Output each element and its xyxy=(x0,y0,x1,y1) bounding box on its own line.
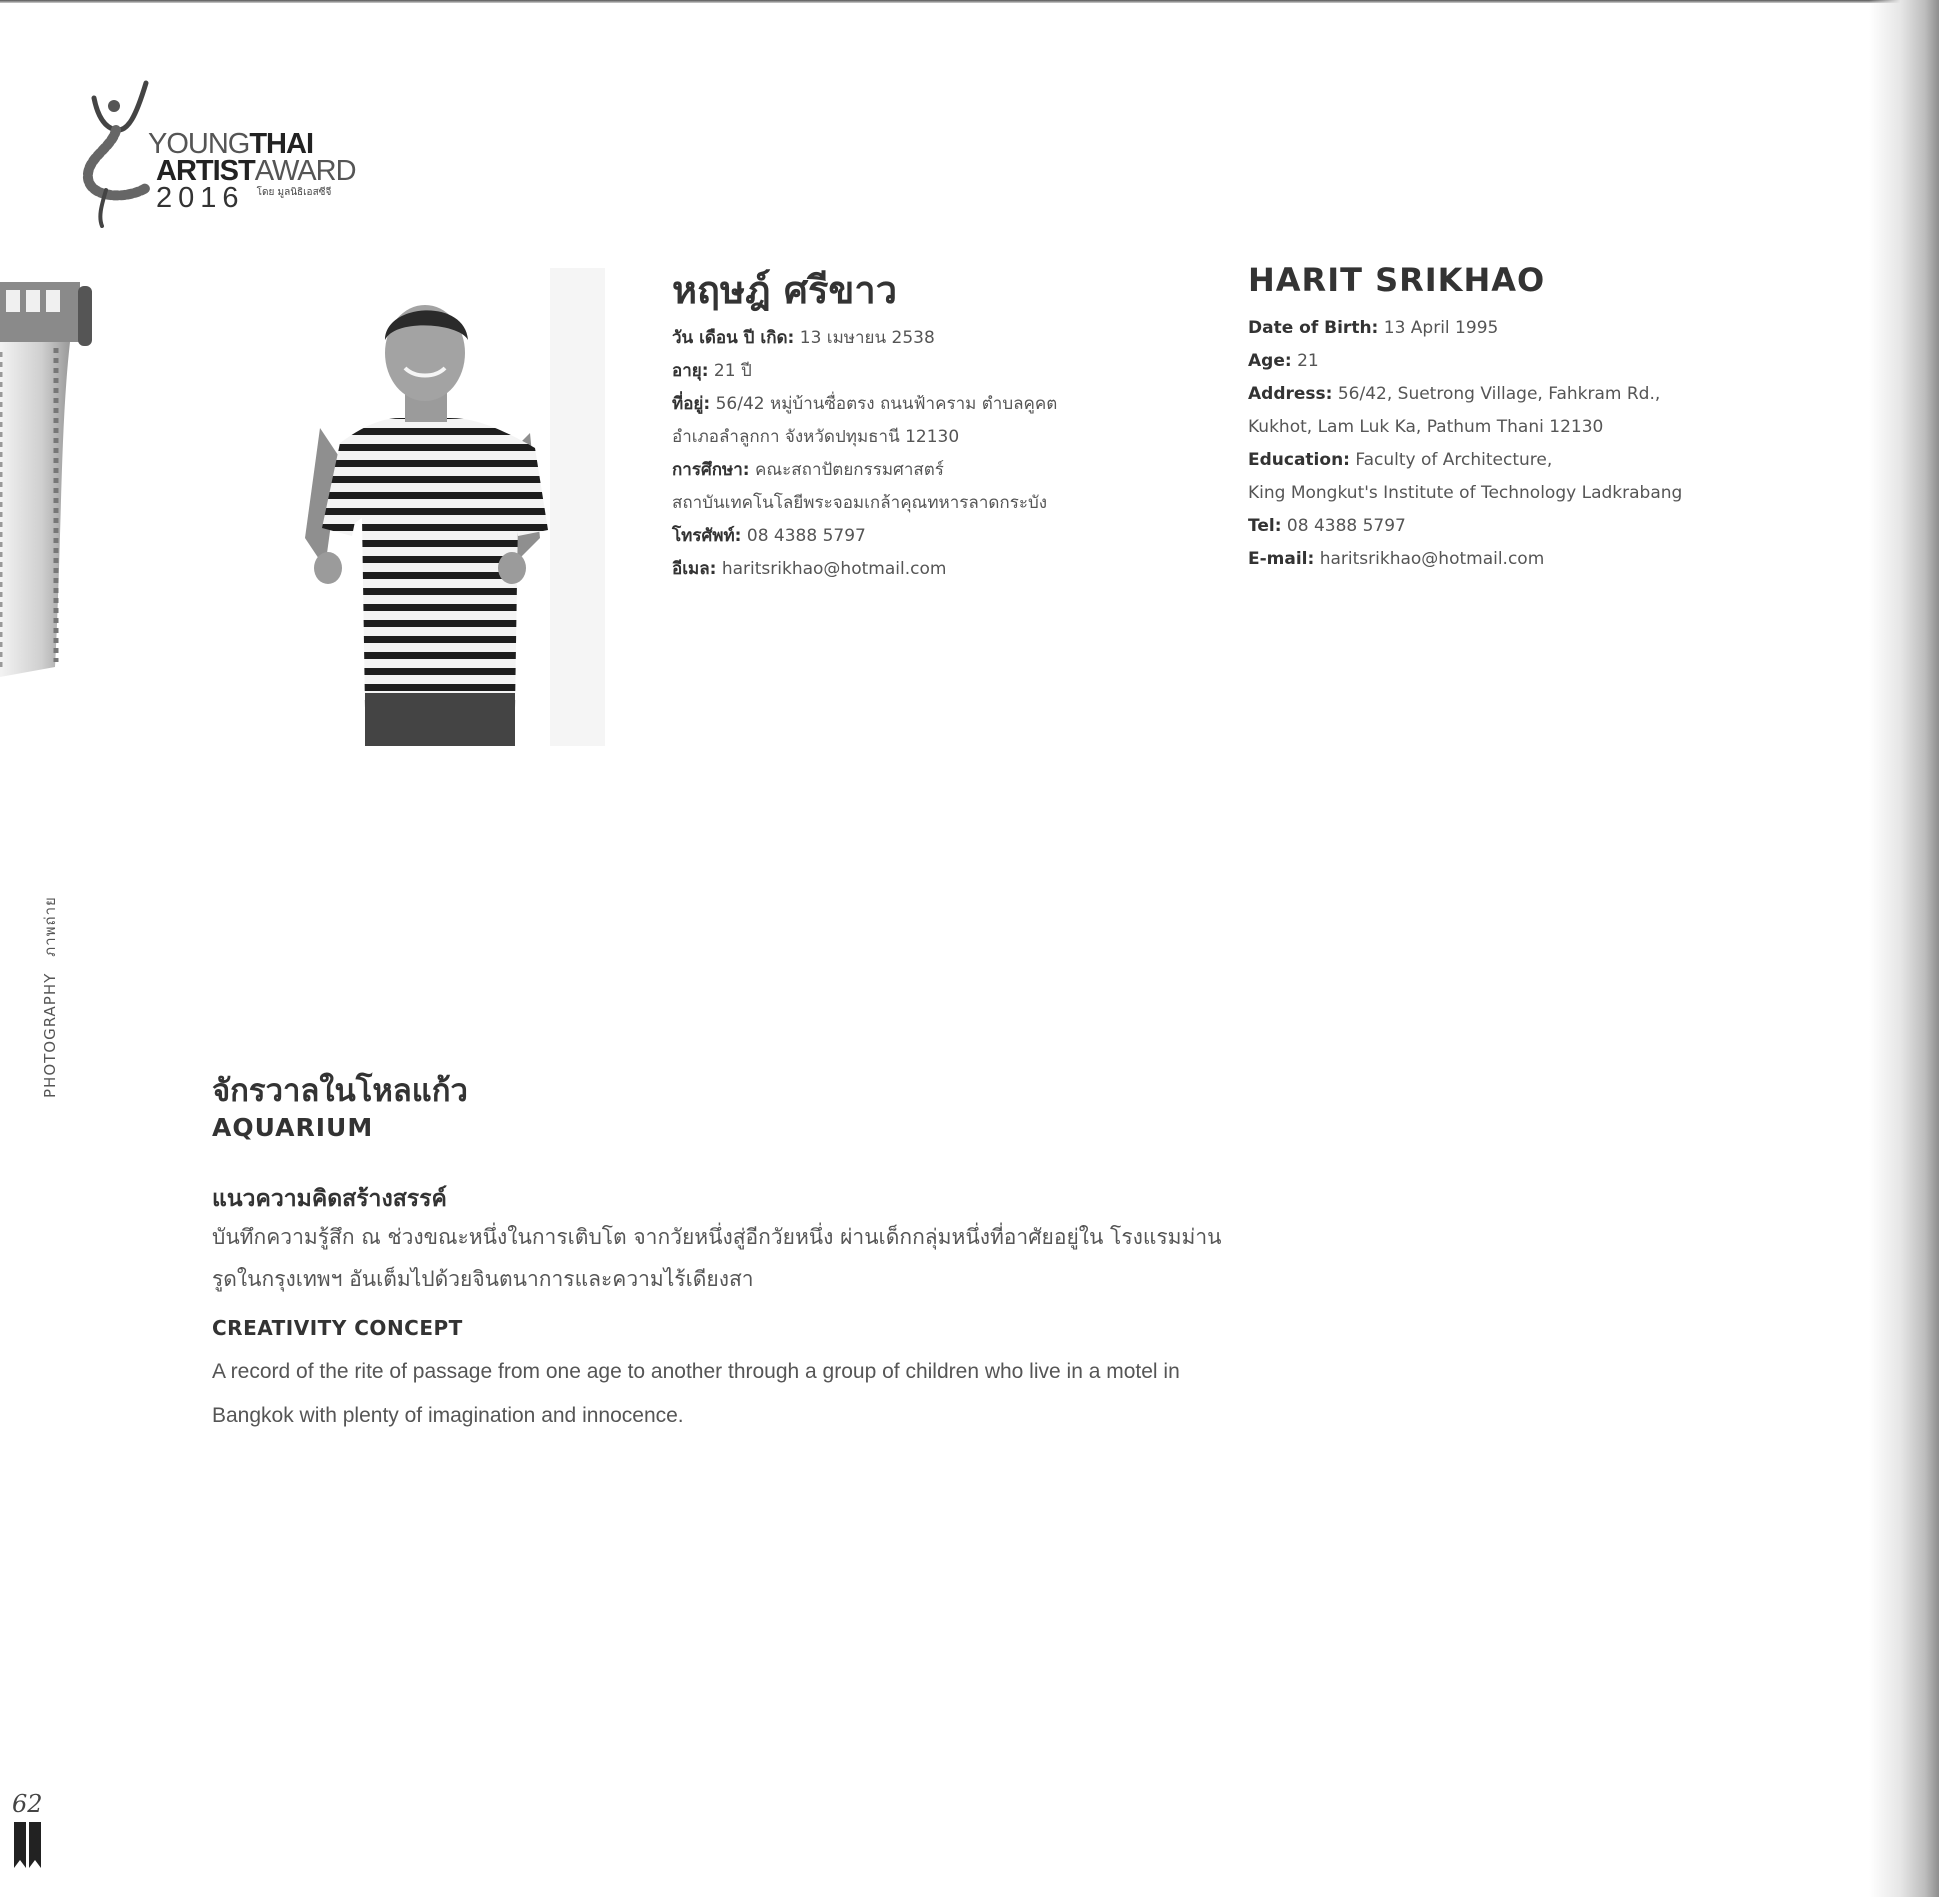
tel-english xyxy=(1248,510,1808,543)
dob-label: Date of Birth: xyxy=(1248,318,1379,338)
concept-body-english: A record of the rite of passage from one age to another through a group of children who live in a motel in Bangkok with plenty of imagination and innocence. xyxy=(212,1360,1180,1427)
email-english xyxy=(1248,543,1808,576)
education-label: การศึกษา: xyxy=(672,460,750,480)
dob-value: 13 April 1995 xyxy=(1383,318,1499,338)
education-english-cont: King Mongkut's Institute of Technology Ladkrabang xyxy=(1248,483,1683,503)
artist-name-english: HARIT SRIKHAO xyxy=(1248,261,1546,299)
bookmark-icon xyxy=(14,1822,42,1868)
artist-info-english xyxy=(1248,258,1808,576)
education-line1: Faculty of Architecture, xyxy=(1355,450,1553,470)
address-english xyxy=(1248,378,1808,411)
category-side-label xyxy=(38,880,62,1098)
artwork-title-english: AQUARIUM xyxy=(212,1113,374,1142)
email-value: haritsrikhao@hotmail.com xyxy=(1319,549,1545,569)
email-value: haritsrikhao@hotmail.com xyxy=(721,559,947,579)
tel-value: 08 4388 5797 xyxy=(1286,516,1406,536)
tel-label: Tel: xyxy=(1248,516,1282,536)
artist-info-thai xyxy=(672,268,1192,586)
concept-body-thai: บันทึกความรู้สึก ณ ช่วงขณะหนึ่งในการเติบโต จากวัยหนึ่งสู่อีกวัยหนึ่ง ผ่านเด็กกลุ่มหนึ่งที่อาศัยอยู่ใน โรงแรมม่านรูดในกรุงเทพฯ อันเต็มไปด้วยจินตนาการและความไร้เดียงสา xyxy=(212,1225,1222,1291)
age-value: 21 ปี xyxy=(713,361,752,381)
age-thai xyxy=(672,355,1192,388)
email-label: E-mail: xyxy=(1248,549,1315,569)
category-english: PHOTOGRAPHY xyxy=(41,972,59,1098)
education-label: Education: xyxy=(1248,450,1350,470)
address-line1: 56/42, Suetrong Village, Fahkram Rd., xyxy=(1337,384,1661,404)
dob-label: วัน เดือน ปี เกิด: xyxy=(672,328,795,348)
artwork-title-thai: จักรวาลในโหลแก้ว xyxy=(212,1073,468,1109)
address-line1: 56/42 หมู่บ้านซื่อตรง ถนนฟ้าคราม ตำบลคูคต xyxy=(715,394,1058,414)
film-roll-decoration xyxy=(0,272,95,677)
logo-young: YOUNG xyxy=(148,128,250,160)
tel-label: โทรศัพท์: xyxy=(672,526,742,546)
education-line1: คณะสถาปัตยกรรมศาสตร์ xyxy=(755,460,944,480)
email-label: อีเมล: xyxy=(672,559,717,579)
category-thai: ภาพถ่าย xyxy=(41,896,59,957)
award-logo xyxy=(76,78,366,228)
education-thai xyxy=(672,454,1192,487)
tel-thai xyxy=(672,520,1192,553)
tel-value: 08 4388 5797 xyxy=(746,526,866,546)
logo-artist: ARTIST xyxy=(156,155,255,187)
address-label: ที่อยู่: xyxy=(672,394,711,414)
age-value: 21 xyxy=(1297,351,1319,371)
page-gutter-shadow xyxy=(1869,0,1939,1897)
logo-year: 2016 xyxy=(156,182,245,214)
age-label: อายุ: xyxy=(672,361,709,381)
artist-portrait xyxy=(300,268,605,746)
artist-name-thai: หฤษฎ์ ศรีขาว xyxy=(672,268,898,312)
logo-by: โดย มูลนิธิเอสซีจี xyxy=(256,187,332,198)
page-number: 62 xyxy=(12,1790,43,1818)
dob-english xyxy=(1248,312,1808,345)
education-thai-cont: สถาบันเทคโนโลยีพระจอมเกล้าคุณทหารลาดกระบัง xyxy=(672,493,1048,513)
address-english-cont: Kukhot, Lam Luk Ka, Pathum Thani 12130 xyxy=(1248,417,1604,437)
dob-thai xyxy=(672,322,1192,355)
page-top-edge xyxy=(0,0,1939,3)
education-english xyxy=(1248,444,1808,477)
age-english xyxy=(1248,345,1808,378)
concept-heading-english: CREATIVITY CONCEPT xyxy=(212,1316,463,1340)
logo-award: AWARD xyxy=(254,155,356,187)
address-thai-cont: อำเภอลำลูกกา จังหวัดปทุมธานี 12130 xyxy=(672,427,960,447)
artwork-section xyxy=(212,1072,1252,1438)
address-label: Address: xyxy=(1248,384,1333,404)
logo-thai: THAI xyxy=(249,128,314,160)
address-thai xyxy=(672,388,1192,421)
age-label: Age: xyxy=(1248,351,1292,371)
concept-heading-thai: แนวความคิดสร้างสรรค์ xyxy=(212,1186,447,1212)
dob-value: 13 เมษายน 2538 xyxy=(799,328,935,348)
email-thai xyxy=(672,553,1192,586)
